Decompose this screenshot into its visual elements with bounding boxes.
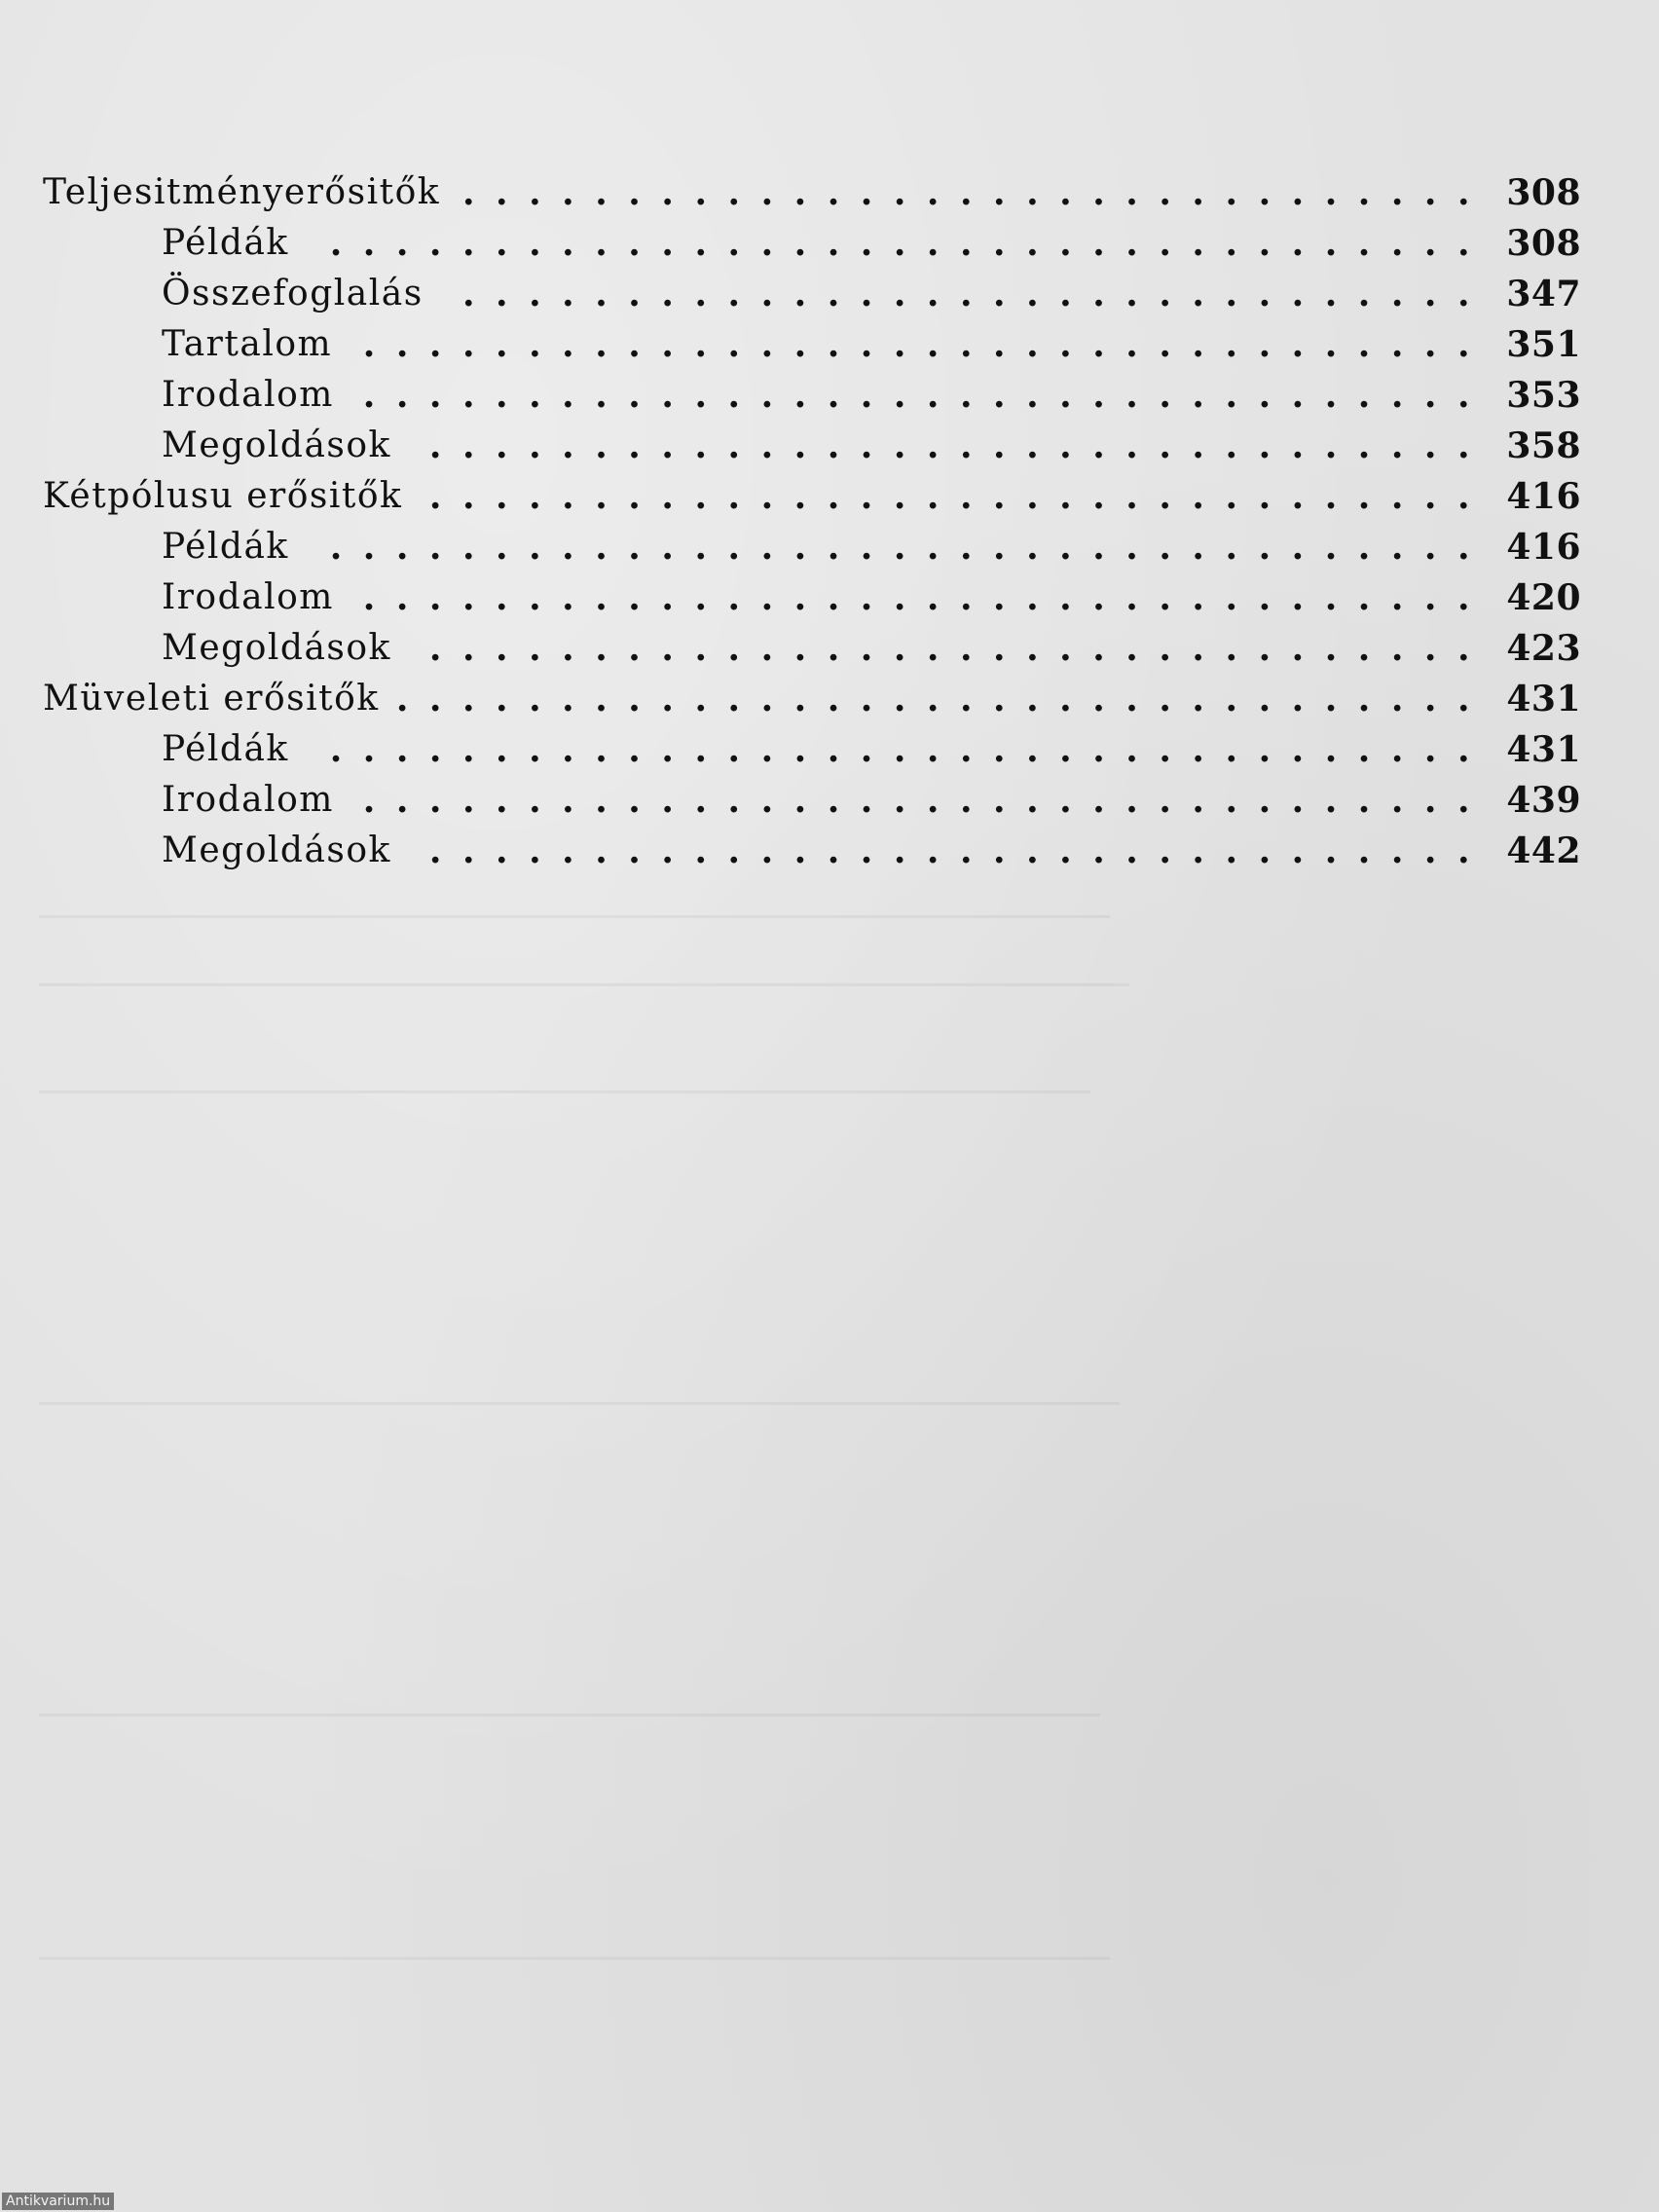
toc-subentry [0,522,1659,572]
toc-entry [0,167,1659,218]
toc-entry-page-number: 423 [1506,628,1581,669]
toc-entry-title: Összefoglalás [162,274,424,313]
toc-subentry [0,269,1659,319]
table-of-contents [0,167,1659,876]
toc-entry-title: Kétpólusu erősitők [43,476,403,516]
toc-entry-title: Megoldások [162,628,391,668]
dot-leader [351,572,1474,623]
toc-subentry [0,623,1659,674]
dot-leader [409,623,1474,674]
toc-entry-page-number: 416 [1506,476,1581,517]
dot-leader [350,319,1474,370]
toc-entry-page-number: 439 [1506,780,1581,821]
toc-entry [0,674,1659,724]
toc-subentry [0,572,1659,623]
toc-entry-page-number: 347 [1506,274,1581,314]
toc-subentry [0,421,1659,471]
toc-entry [0,471,1659,522]
toc-entry-page-number: 431 [1506,729,1581,770]
toc-entry-title: Müveleti erősitők [43,679,380,719]
dot-leader [397,674,1474,724]
toc-subentry [0,319,1659,370]
toc-entry-title: Példák [162,729,289,769]
toc-entry-page-number: 351 [1506,324,1581,365]
toc-entry-page-number: 308 [1506,223,1581,264]
toc-subentry [0,775,1659,826]
toc-entry-page-number: 416 [1506,527,1581,568]
dot-leader [409,826,1474,876]
toc-entry-page-number: 442 [1506,830,1581,871]
dot-leader [409,421,1474,471]
toc-entry-page-number: 420 [1506,577,1581,618]
toc-entry-page-number: 308 [1506,172,1581,213]
toc-entry-title: Tartalom [162,324,333,364]
dot-leader [307,522,1474,572]
toc-entry-page-number: 358 [1506,425,1581,466]
toc-entry-page-number: 353 [1506,375,1581,416]
toc-entry-title: Példák [162,223,289,263]
dot-leader [307,724,1474,775]
toc-subentry [0,724,1659,775]
toc-entry-title: Megoldások [162,425,391,465]
dot-leader [441,269,1474,319]
toc-entry-title: Megoldások [162,830,391,870]
toc-entry-title: Irodalom [162,375,334,415]
toc-entry-title: Teljesitményerősitők [43,172,441,212]
dot-leader [351,370,1474,421]
toc-entry-title: Irodalom [162,577,334,617]
toc-subentry [0,370,1659,421]
watermark: Antikvarium.hu [2,2193,114,2210]
dot-leader [420,471,1474,522]
dot-leader [351,775,1474,826]
toc-entry-title: Irodalom [162,780,334,820]
toc-entry-title: Példák [162,527,289,567]
toc-entry-page-number: 431 [1506,679,1581,719]
toc-subentry [0,218,1659,269]
toc-subentry [0,826,1659,876]
dot-leader [307,218,1474,269]
dot-leader [458,167,1474,218]
